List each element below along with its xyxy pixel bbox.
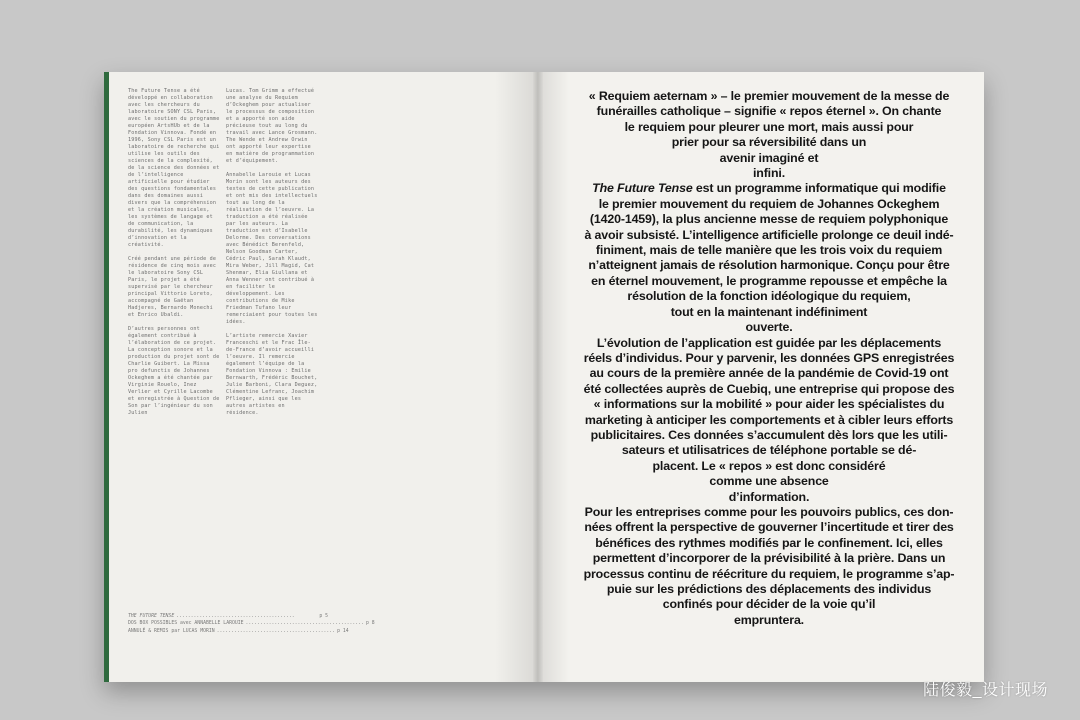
text-line: placent. Le « repos » est donc considéré — [652, 458, 886, 473]
center-fold — [533, 72, 543, 682]
text-line: publicitaires. Ces données s’accumulent dès lors que les utili- — [590, 427, 948, 442]
right-column-credits — [226, 88, 320, 424]
watermark: 陆俊毅_设计现场 — [923, 682, 1048, 699]
toc-leader: ......................................... — [245, 621, 364, 627]
text-line: nées offrent la perspective de gouverner l’incertitude et tirer des — [584, 520, 954, 535]
text-line: « informations sur la mobilité » pour aider les spécialistes du — [593, 397, 945, 412]
toc-entry — [128, 620, 375, 627]
text-line: empruntera. — [734, 612, 804, 627]
text-line: marketing à anticiper les comportements et à cibler leurs efforts — [584, 412, 954, 427]
toc-leader: ......................................... — [176, 614, 295, 619]
credits-paragraph: Créé pendant une période de résidence de cinq mois avec le laboratoire Sony CSL Paris, le projet a été supervisé par le chercheur principal Vittorio Loreto, accompagné de Gaëtan Hadjeres, Bernardo Monechi et Enrico Ubaldi. — [128, 256, 217, 318]
green-spine-band — [104, 72, 109, 682]
text-line — [574, 181, 964, 196]
text-line: puie sur les prédictions des déplacements des individus — [606, 582, 932, 596]
toc-entry — [128, 613, 328, 620]
text-line: résolution de la fonction idéologique du requiem, — [627, 289, 911, 304]
text-line: confinés pour décider de la voie qu’il — [662, 597, 876, 612]
credits-paragraph: L’artiste remercie Xavier Franceschi et le Frac Île-de-France d’avoir accueilli l’oeuvre. Il remercie également l’équipe de la Fondation Vinnova : Emilie Bernwarth, Frédéric Bouchet, Julie Barboni, Clara Deguez, Clémentine Lefranc, Joachim Pflieger, ainsi que les autres artistes en résidence. — [226, 333, 318, 416]
toc-page: p 8 — [365, 621, 375, 627]
left-column-credits — [128, 88, 220, 424]
credits-paragraph: The Future Tense a été développé en collaboration avec les chercheurs du laboratoire SONY CSL Paris, avec le soutien du programme européen ArtsHUb et de la Fondation Vinnova. Fondé en 1996, Sony CSL Paris est un laboratoire de recherche qui utilise les outils des sciences de la complexité, de la science des données et de l’intelligence artificielle pour étudier des questions fondamentales dans des domaines aussi divers que la compréhension et la création musicales, les systèmes de langage et de communication, la durabilité, les dynamiques d’innovation et la créativité. — [128, 88, 220, 248]
text-line: prier pour sa réversibilité dans un — [671, 135, 867, 150]
text-line: comme une absence — [709, 474, 829, 489]
text-line: n’atteignent jamais de résolution harmonique. Conçu pour être — [588, 258, 950, 273]
credits-paragraph: Lucas. Tom Grimm a effectué une analyse du Requiem d’Ockeghem pour actualiser le processus de composition et a apporté son aide précieuse tout au long du travail avec Lance Grosmann. The Wende et Andrew Orwin ont apporté leur expertise en matière de programmation et d’équipement. — [226, 88, 318, 164]
text-line: processus continu de réécriture du requiem, le programme s’ap- — [583, 566, 955, 581]
toc-page: p 14 — [337, 628, 349, 634]
toc-title: THE FUTURE TENSE — [128, 614, 175, 619]
text-line: en éternel mouvement, le programme repousse et empêche la — [591, 273, 947, 288]
text-line: (1420-1459), la plus ancienne messe de requiem polyphonique — [589, 212, 949, 227]
text-line: avenir imaginé et — [719, 150, 819, 165]
text-line: L’évolution de l’application est guidée par les déplacements — [596, 335, 942, 350]
text-line: finiment, mais de telle manière que les trois voix du requiem — [595, 243, 943, 258]
text-line: « Requiem aeternam » – le premier mouvement de la messe de — [588, 89, 950, 103]
text-line: funérailles catholique – signifie « repos éternel ». On chante — [596, 104, 942, 119]
credits-paragraph: Annabelle Larouie et Lucas Morin sont les auteurs des textes de cette publication et ont mis des intellectuels tout au long de la réalisation de l’oeuvre. La traduction a été réalisée par les auteurs. La traduction est d’Isabelle Delorme. Des conversations avec Bénédict Berenfeld, Nelson Goodman Carter, Cédric Paul, Sarah Klaudt, Mira Weber, Jill Magid, Cat Shenmar, Elia Giullana et Anna Wenner ont contribué à en faciliter le développement. Les contributions de Mike Friedman Tufano leur remerciaient pour toutes les idées. — [226, 172, 318, 325]
table-of-contents — [128, 613, 375, 635]
text-line: bénéfices des rythmes modifiés par le confinement. Ici, elles — [595, 535, 943, 550]
text-line: sateurs et utilisatrices de téléphone portable se dé- — [621, 443, 917, 458]
body-text — [574, 89, 964, 628]
credits-paragraph: D’autres personnes ont également contribué à l’élaboration de ce projet. La conception sonore et la production du projet sont de Charlie Guibert. La Missa pro defunctis de Johannes Ockeghem a été chantée par Virginie Rouelo, Inez Verlier et Cyrille Lacombe et enregistrée à Question de Son par l’ingénieur du son Julien — [128, 326, 220, 416]
text-line: tout en la maintenant indéfiniment — [670, 304, 868, 319]
text-line: été collectées auprès de Cuebiq, une entreprise qui propose des — [583, 381, 955, 396]
text-line: Pour les entreprises comme pour les pouvoirs publics, ces don- — [584, 504, 954, 519]
text-line: au cours de la première année de la pandémie de Covid-19 ont — [589, 366, 949, 381]
text-line: permettent d’incorporer de la prévisibilité à la prière. Dans un — [592, 551, 946, 566]
text-line: ouverte. — [745, 320, 793, 335]
text-line: le requiem pour pleurer une mort, mais aussi pour — [624, 119, 914, 134]
toc-title: ANNULÉ & REMIS par LUCAS MORIN — [128, 628, 215, 634]
text-line: le premier mouvement du requiem de Johannes Ockeghem — [598, 196, 940, 211]
text-line: à avoir subsisté. L’intelligence artificielle prolonge ce deuil indé- — [584, 227, 954, 242]
toc-title: DOS BOX POSSIBLES avec ANNABELLE LAROUIE — [128, 621, 244, 627]
text-line: réels d’individus. Pour y parvenir, les données GPS enregistrées — [583, 350, 955, 365]
toc-page: p 5 — [319, 614, 328, 619]
work-title: The Future Tense — [592, 181, 693, 196]
text-fragment: est un programme informatique qui modifie — [692, 181, 946, 196]
text-line: infini. — [753, 166, 785, 181]
text-line: d’information. — [728, 489, 810, 504]
toc-entry — [128, 628, 349, 635]
toc-leader: ......................................... — [216, 628, 336, 634]
